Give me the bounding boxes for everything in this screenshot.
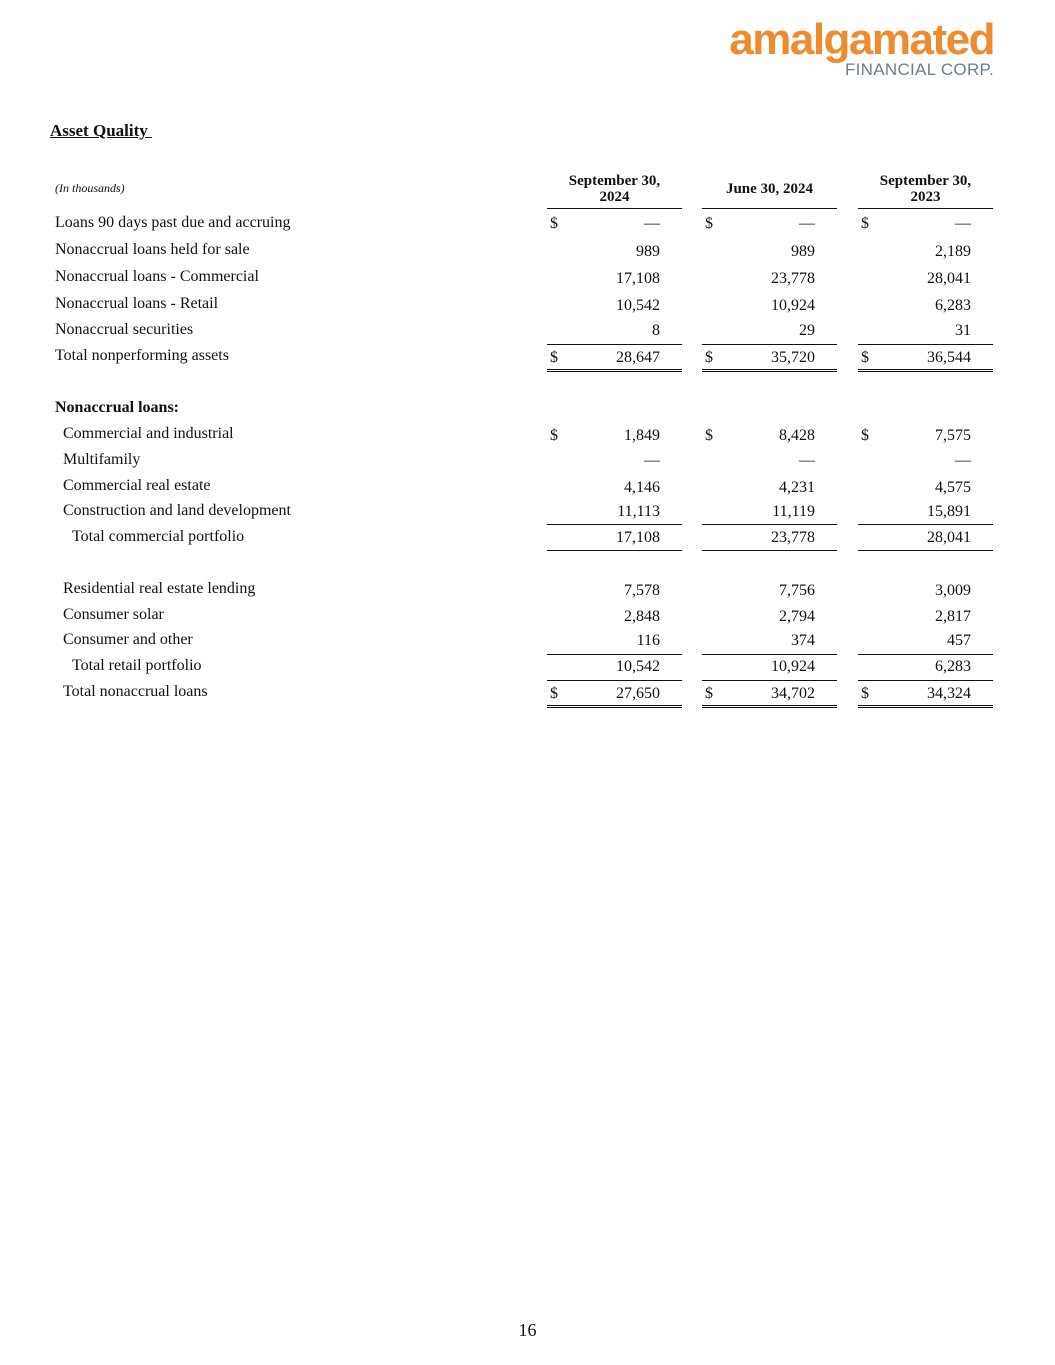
value-cell — [550, 608, 660, 628]
value-cell — [861, 529, 971, 549]
value-cell — [705, 503, 815, 523]
row-label: Nonaccrual loans held for sale — [55, 241, 250, 258]
column-header-line: September 30, — [568, 173, 661, 189]
cell-value: 11,119 — [772, 503, 815, 520]
logo-subtitle: FINANCIAL CORP. — [844, 60, 994, 79]
single-rule — [858, 524, 993, 525]
cell-value: 36,544 — [927, 349, 971, 366]
cell-value: 4,575 — [935, 479, 971, 496]
value-cell — [861, 243, 971, 263]
cell-value: 28,647 — [616, 349, 660, 366]
single-rule — [547, 654, 682, 655]
currency-symbol: $ — [861, 427, 869, 444]
single-rule — [702, 344, 837, 345]
row-label: Nonaccrual loans - Commercial — [55, 268, 259, 285]
currency-symbol: $ — [550, 215, 558, 232]
currency-symbol: $ — [705, 427, 713, 444]
cell-value: 116 — [636, 632, 660, 649]
cell-value: 2,817 — [935, 608, 971, 625]
cell-value: 23,778 — [771, 270, 815, 287]
cell-value: 2,794 — [779, 608, 815, 625]
value-cell — [705, 685, 815, 705]
currency-symbol: $ — [550, 685, 558, 702]
value-cell — [861, 685, 971, 705]
column-header-text — [726, 181, 813, 197]
value-cell — [861, 215, 971, 235]
value-cell — [705, 452, 815, 472]
value-cell — [705, 582, 815, 602]
cell-value: 10,924 — [771, 658, 815, 675]
currency-symbol: $ — [861, 349, 869, 366]
column-header-line: June 30, 2024 — [725, 181, 814, 197]
row-label: Loans 90 days past due and accruing — [55, 214, 291, 231]
cell-value: 374 — [791, 632, 815, 649]
value-cell — [861, 270, 971, 290]
value-cell — [861, 503, 971, 523]
currency-symbol: $ — [861, 215, 869, 232]
cell-value: 1,849 — [624, 427, 660, 444]
value-cell — [550, 215, 660, 235]
cell-value: 17,108 — [616, 270, 660, 287]
cell-value: 457 — [947, 632, 971, 649]
value-cell — [705, 658, 815, 678]
cell-value: 34,702 — [771, 685, 815, 702]
cell-value: 8 — [652, 322, 660, 339]
row-label: Commercial real estate — [63, 477, 211, 494]
page-number: 16 — [518, 1320, 537, 1340]
cell-value: 27,650 — [616, 685, 660, 702]
cell-value: 28,041 — [927, 529, 971, 546]
value-cell — [550, 297, 660, 317]
value-cell — [861, 452, 971, 472]
section-title: Asset Quality — [50, 121, 152, 140]
value-cell — [705, 349, 815, 369]
cell-value: — — [644, 452, 660, 469]
cell-value: 7,756 — [779, 582, 815, 599]
value-cell — [705, 608, 815, 628]
column-header — [702, 170, 837, 209]
cell-value: 7,578 — [624, 582, 660, 599]
value-cell — [705, 322, 815, 342]
row-label: Total nonperforming assets — [55, 347, 229, 364]
currency-symbol: $ — [705, 349, 713, 366]
value-cell — [861, 658, 971, 678]
row-label: Nonaccrual loans: — [55, 399, 179, 416]
cell-value: — — [799, 452, 815, 469]
value-cell — [550, 658, 660, 678]
single-rule — [547, 680, 682, 681]
value-cell — [550, 685, 660, 705]
cell-value: — — [644, 215, 660, 232]
column-header — [547, 170, 682, 209]
single-rule — [702, 654, 837, 655]
value-cell — [861, 608, 971, 628]
cell-value: 17,108 — [616, 529, 660, 546]
value-cell — [550, 452, 660, 472]
value-cell — [550, 322, 660, 342]
cell-value: — — [799, 215, 815, 232]
cell-value: — — [955, 215, 971, 232]
currency-symbol: $ — [705, 685, 713, 702]
single-rule — [858, 550, 993, 551]
value-cell — [861, 582, 971, 602]
value-cell — [705, 632, 815, 652]
cell-value: 2,189 — [935, 243, 971, 260]
value-cell — [550, 529, 660, 549]
value-cell — [705, 297, 815, 317]
value-cell — [550, 270, 660, 290]
row-label: Construction and land development — [63, 502, 291, 519]
value-cell — [861, 479, 971, 499]
value-cell — [550, 243, 660, 263]
value-cell — [861, 632, 971, 652]
value-cell — [550, 582, 660, 602]
single-rule — [547, 550, 682, 551]
cell-value: 8,428 — [779, 427, 815, 444]
cell-value: 11,113 — [617, 503, 660, 520]
row-label: Consumer and other — [63, 631, 193, 648]
double-rule — [547, 705, 682, 708]
currency-symbol: $ — [705, 215, 713, 232]
double-rule — [702, 369, 837, 372]
column-header-text — [569, 173, 660, 205]
cell-value: 31 — [955, 322, 971, 339]
column-header-text — [880, 173, 971, 205]
double-rule — [858, 705, 993, 708]
cell-value: 7,575 — [935, 427, 971, 444]
row-label: Nonaccrual loans - Retail — [55, 295, 219, 312]
cell-value: 989 — [636, 243, 660, 260]
currency-symbol: $ — [550, 427, 558, 444]
value-cell — [550, 632, 660, 652]
cell-value: 2,848 — [624, 608, 660, 625]
cell-value: 35,720 — [771, 349, 815, 366]
single-rule — [858, 654, 993, 655]
row-label: Residential real estate lending — [63, 580, 256, 597]
value-cell — [705, 529, 815, 549]
value-cell — [550, 427, 660, 447]
double-rule — [702, 705, 837, 708]
double-rule — [858, 369, 993, 372]
cell-value: — — [955, 452, 971, 469]
single-rule — [547, 524, 682, 525]
currency-symbol: $ — [550, 349, 558, 366]
cell-value: 29 — [799, 322, 815, 339]
row-label: Total commercial portfolio — [72, 528, 245, 545]
cell-value: 15,891 — [927, 503, 971, 520]
row-label: Consumer solar — [63, 606, 164, 623]
cell-value: 6,283 — [935, 658, 971, 675]
row-label: Total nonaccrual loans — [63, 683, 208, 700]
column-header-line: September 30, — [879, 173, 972, 189]
row-label: Commercial and industrial — [63, 425, 234, 442]
value-cell — [705, 243, 815, 263]
column-header-line: 2024 — [599, 189, 630, 205]
currency-symbol: $ — [861, 685, 869, 702]
cell-value: 4,231 — [779, 479, 815, 496]
cell-value: 3,009 — [935, 582, 971, 599]
value-cell — [705, 215, 815, 235]
cell-value: 10,542 — [616, 297, 660, 314]
cell-value: 23,778 — [771, 529, 815, 546]
value-cell — [705, 479, 815, 499]
cell-value: 4,146 — [624, 479, 660, 496]
cell-value: 6,283 — [935, 297, 971, 314]
company-logo — [729, 15, 994, 79]
single-rule — [858, 680, 993, 681]
double-rule — [547, 369, 682, 372]
value-cell — [550, 479, 660, 499]
single-rule — [702, 550, 837, 551]
single-rule — [702, 680, 837, 681]
value-cell — [550, 503, 660, 523]
cell-value: 34,324 — [927, 685, 971, 702]
value-cell — [705, 270, 815, 290]
value-cell — [550, 349, 660, 369]
value-cell — [861, 349, 971, 369]
row-label: Nonaccrual securities — [55, 321, 194, 338]
single-rule — [547, 344, 682, 345]
row-label: Total retail portfolio — [72, 657, 202, 674]
cell-value: 10,924 — [771, 297, 815, 314]
units-note: (In thousands) — [55, 181, 125, 195]
value-cell — [861, 427, 971, 447]
column-header-line: 2023 — [910, 189, 941, 205]
row-label: Multifamily — [63, 451, 141, 468]
value-cell — [861, 297, 971, 317]
cell-value: 28,041 — [927, 270, 971, 287]
cell-value: 10,542 — [616, 658, 660, 675]
column-header — [858, 170, 993, 209]
value-cell — [705, 427, 815, 447]
single-rule — [702, 524, 837, 525]
cell-value: 989 — [791, 243, 815, 260]
single-rule — [858, 344, 993, 345]
logo-wordmark: amalgamated — [729, 15, 994, 64]
value-cell — [861, 322, 971, 342]
